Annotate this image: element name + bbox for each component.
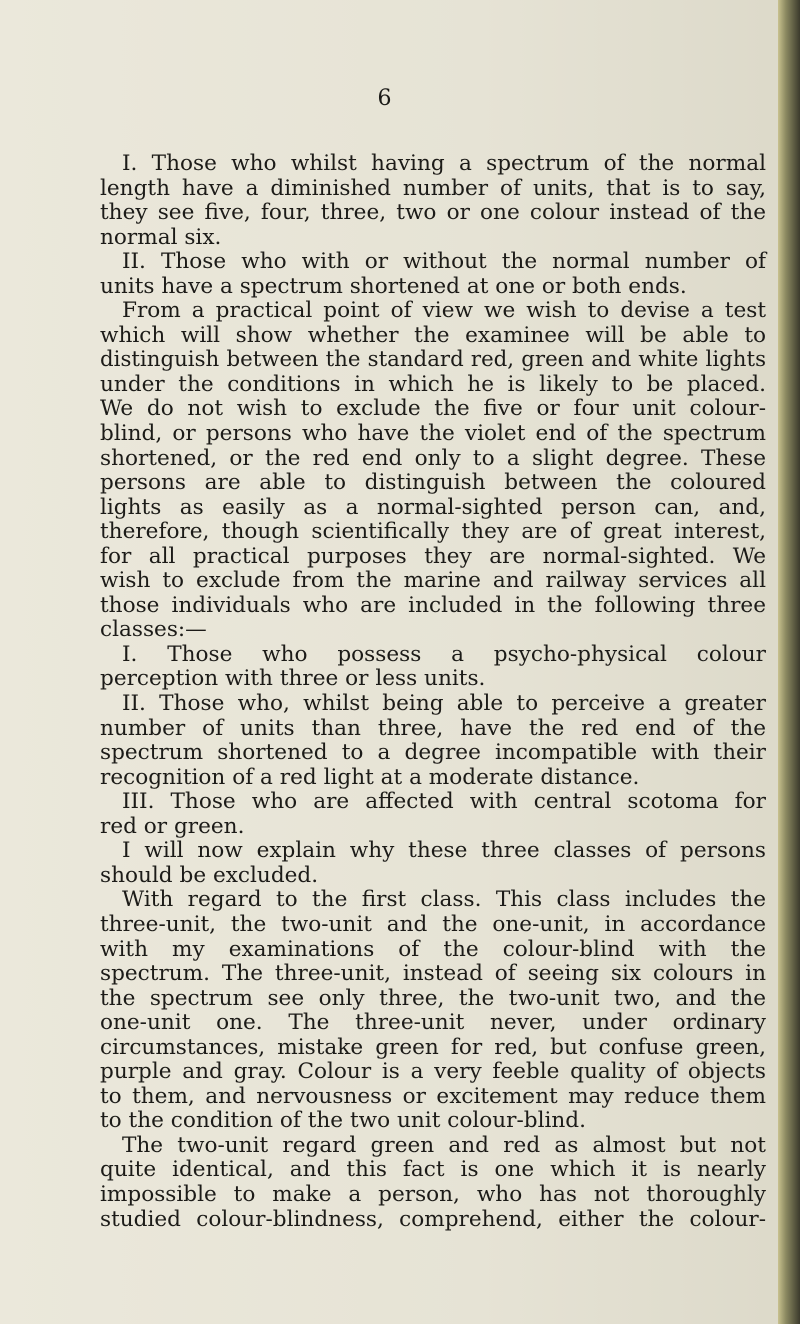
text-line: normal six.: [100, 224, 222, 250]
text-line: studied colour-blindness, comprehend, either the colour-: [100, 1206, 766, 1232]
page-edge-shadow: [778, 0, 800, 1324]
text-line: The two-unit regard green and red as almost but not: [122, 1132, 766, 1158]
text-line: spectrum. The three-unit, instead of seeing six colours in: [100, 961, 766, 987]
text-line: circumstances, mistake green for red, but confuse green,: [100, 1034, 766, 1060]
text-line: to them, and nervousness or excitement may reduce them: [100, 1083, 766, 1109]
page-number: 6: [377, 86, 393, 111]
text-line: lights as easily as a normal-sighted person can, and,: [100, 494, 766, 520]
text-line: one-unit one. The three-unit never, under ordinary: [100, 1010, 766, 1036]
text-line: therefore, though scientifically they are of great interest,: [100, 519, 766, 545]
text-line: impossible to make a person, who has not thoroughly: [100, 1181, 766, 1207]
text-line: the spectrum see only three, the two-unit two, and the: [100, 985, 766, 1011]
text-line: perception with three or less units.: [100, 666, 486, 692]
text-line: purple and gray. Colour is a very feeble quality of objects: [100, 1059, 766, 1085]
text-line: quite identical, and this fact is one which it is nearly: [100, 1157, 766, 1183]
text-line: classes:—: [100, 617, 207, 643]
text-line: those individuals who are included in the following three: [100, 592, 766, 618]
text-line: three-unit, the two-unit and the one-unit, in accordance: [100, 911, 766, 937]
text-line: We do not wish to exclude the five or four unit colour-: [100, 396, 766, 422]
text-line: shortened, or the red end only to a slight degree. These: [100, 445, 766, 471]
text-line: length have a diminished number of units, that is to say,: [100, 175, 766, 201]
text-line: number of units than three, have the red end of the: [100, 715, 766, 741]
text-line: III. Those who are affected with central scotoma for: [122, 789, 766, 815]
text-line: blind, or persons who have the violet end of the spectrum: [100, 421, 766, 447]
text-line: With regard to the first class. This class includes the: [122, 887, 766, 913]
text-line: under the conditions in which he is likely to be placed.: [100, 371, 766, 397]
text-line: they see five, four, three, two or one colour instead of the: [100, 200, 766, 226]
text-line: to the condition of the two unit colour-blind.: [100, 1108, 586, 1134]
text-line: units have a spectrum shortened at one or both ends.: [100, 273, 687, 299]
text-line: I will now explain why these three classes of persons: [122, 838, 766, 864]
text-line: II. Those who with or without the normal number of: [122, 249, 766, 275]
text-line: persons are able to distinguish between the coloured: [100, 470, 766, 496]
text-line: recognition of a red light at a moderate distance.: [100, 764, 640, 790]
body-text: [100, 152, 766, 1232]
text-line: I. Those who whilst having a spectrum of the normal: [122, 151, 766, 176]
text-line: for all practical purposes they are normal-sighted. We: [100, 543, 766, 569]
text-line: distinguish between the standard red, green and white lights: [100, 347, 766, 373]
text-line: red or green.: [100, 813, 245, 839]
text-line: should be excluded.: [100, 862, 319, 888]
text-line: From a practical point of view we wish to devise a test: [122, 298, 766, 324]
text-line: which will show whether the examinee will be able to: [100, 322, 766, 348]
text-line: II. Those who, whilst being able to perceive a greater: [122, 691, 766, 717]
text-line: wish to exclude from the marine and railway services all: [100, 568, 766, 594]
text-line: spectrum shortened to a degree incompatible with their: [100, 740, 766, 766]
text-line: I. Those who possess a psycho-physical colour: [122, 641, 766, 667]
text-line: with my examinations of the colour-blind with the: [100, 936, 766, 962]
